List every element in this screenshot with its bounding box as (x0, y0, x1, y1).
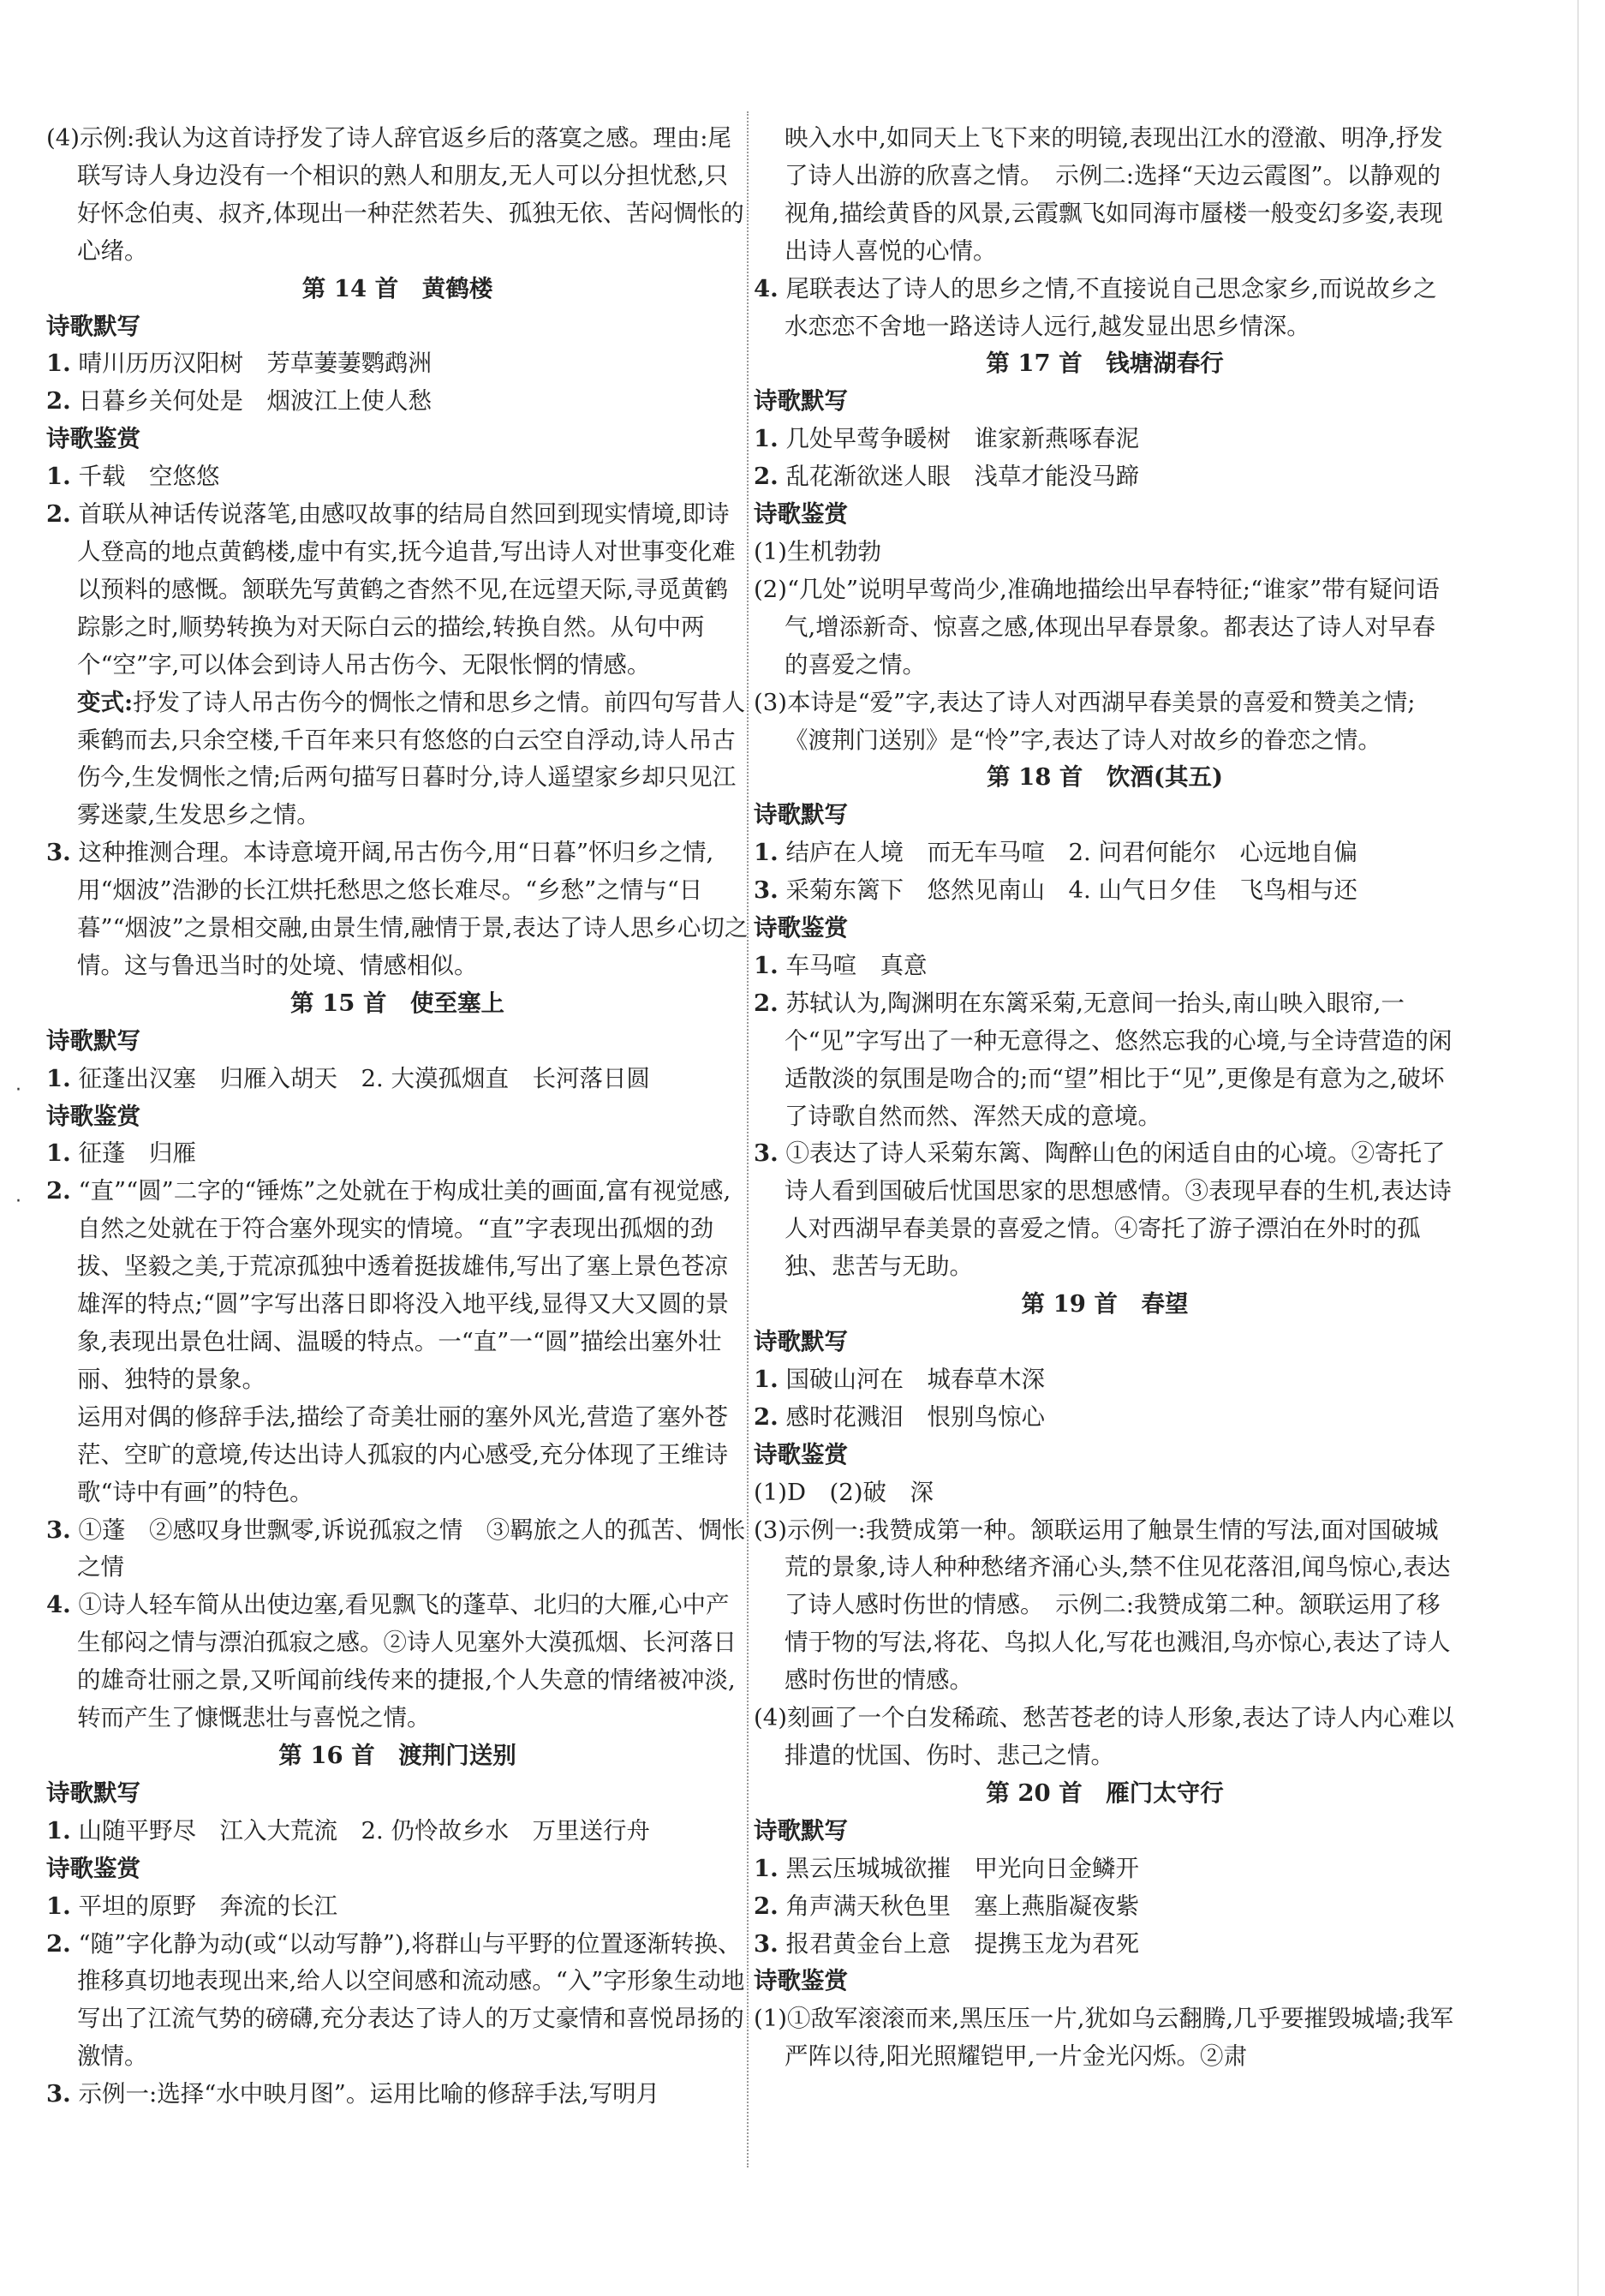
section-heading: 诗歌默写 (754, 801, 848, 829)
answer-paragraph (46, 1888, 749, 1926)
answer-paragraph (754, 1474, 1456, 1512)
answer-paragraph (754, 685, 1456, 760)
item-number: 2. (46, 1929, 71, 1958)
item-number: 1. (754, 1854, 779, 1882)
answer-text: 苏轼认为,陶渊明在东篱采菊,无意间一抬头,南山映入眼帘,一个“见”字写出了一种无意得之、悠然忘我的心境,与全诗营造的闲适散淡的氛围是吻合的;而“望”相比于“见”,更像是有意为之,破坏了诗歌自然而然、浑然天成的意境。 (778, 989, 1453, 1130)
answer-paragraph (754, 1399, 1456, 1437)
poem-title: 第 18 首 饮酒(其五) (987, 763, 1223, 792)
item-number: 4. (46, 1591, 71, 1619)
answer-text: “随”字化静为动(或“以动写静”),将群山与平野的位置逐渐转换、推移真切地表现出来,给人以空间感和流动感。“入”字形象生动地写出了江流气势的磅礴,充分表达了诗人的万丈豪情和喜悦昂扬的激情。 (70, 1929, 745, 2071)
section-heading: 诗歌鉴赏 (754, 914, 848, 942)
answer-paragraph (754, 985, 1456, 1136)
answer-text: (1)①敌军滚滚而来,黑压压一片,犹如乌云翻腾,几乎要摧毁城墙;我军严阵以待,阳光照耀铠甲,一片金光闪烁。②肃 (754, 2005, 1453, 2071)
item-number: 3. (46, 1516, 71, 1544)
answer-text: 首联从神话传说落笔,由感叹故事的结局自然回到现实情境,即诗人登高的地点黄鹤楼,虚中有实,抚今追昔,写出诗人对世事变化难以预料的感慨。颔联先写黄鹤之杳然不见,在远望天际,寻觅黄鹤踪影之时,顺势转换为对天际白云的描绘,转换自然。从句中两个“空”字,可以体会到诗人吊古伤今、无限怅惘的情感。 (70, 500, 736, 679)
answer-paragraph (46, 1587, 749, 1737)
answer-text: (4)示例:我认为这首诗抒发了诗人辞官返乡后的落寞之感。理由:尾联写诗人身边没有一个相识的熟人和朋友,无人可以分担忧愁,只好怀念伯夷、叔齐,体现出一种茫然若失、孤独无依、苦闷惆怅的心绪。 (46, 124, 744, 265)
answer-text: 征蓬出汉塞 归雁入胡天 2. 大漠孤烟直 长河落日圆 (70, 1064, 650, 1092)
item-number: 1. (46, 1892, 71, 1920)
answer-paragraph (46, 120, 749, 271)
section-heading: 诗歌鉴赏 (46, 425, 140, 453)
poem-title: 第 14 首 黄鹤楼 (301, 274, 493, 302)
item-number: 2. (46, 500, 71, 529)
answer-paragraph (754, 1926, 1456, 1964)
answer-paragraph (46, 685, 749, 835)
answer-text: (2)“几处”说明早莺尚少,准确地描绘出早春特征;“谁家”带有疑问语气,增添新奇、惊喜之感,体现出早春景象。都表达了诗人对早春的喜爱之情。 (754, 575, 1440, 679)
answer-text: 抒发了诗人吊古伤今的惆怅之情和思乡之情。前四句写昔人乘鹤而去,只余空楼,千百年来只有悠悠的白云空自浮动,诗人吊古伤今,生发惆怅之情;后两句描写日暮时分,诗人遥望家乡却只见江雾迷蒙,生发思乡之情。 (77, 688, 746, 829)
answer-paragraph (46, 1173, 749, 1398)
left-column (46, 120, 749, 2114)
item-number: 4. (754, 274, 779, 302)
right-column (754, 120, 1456, 2076)
item-number: 1. (46, 350, 71, 378)
answer-paragraph (754, 120, 1456, 271)
item-number: 2. (46, 1177, 71, 1205)
poem-title: 第 15 首 使至塞上 (290, 989, 504, 1017)
answer-text: (1)D (2)破 深 (754, 1478, 934, 1506)
answer-paragraph (46, 1399, 749, 1512)
answer-paragraph (754, 948, 1456, 985)
answer-paragraph (754, 1361, 1456, 1399)
answer-text: 车马喧 真意 (778, 951, 928, 979)
item-number: 2. (754, 1892, 779, 1920)
item-number: 2. (46, 387, 71, 416)
answer-text: “直”“圆”二字的“锤炼”之处就在于构成壮美的画面,富有视觉感,自然之处就在于符合塞外现实的情境。“直”字表现出孤烟的劲拔、坚毅之美,于荒凉孤独中透着挺拔雄伟,写出了塞上景色苍凉雄浑的特点;“圆”字写出落日即将没入地平线,显得又大又圆的景象,表现出景色壮阔、温暖的特点。一“直”一“圆”描绘出塞外壮丽、独特的景象。 (70, 1177, 731, 1393)
answer-paragraph (754, 1851, 1456, 1888)
section-heading: 诗歌默写 (754, 1328, 848, 1355)
answer-text: 角声满天秋色里 塞上燕脂凝夜紫 (778, 1892, 1139, 1920)
poem-title: 第 20 首 雁门太守行 (986, 1779, 1224, 1807)
answer-paragraph (754, 1700, 1456, 1775)
answer-paragraph (46, 834, 749, 985)
answer-paragraph (754, 271, 1456, 346)
answer-text: 乱花渐欲迷人眼 浅草才能没马蹄 (778, 463, 1139, 491)
item-number: 1. (754, 951, 779, 979)
item-number: 1. (46, 463, 71, 491)
answer-text: 结庐在人境 而无车马喧 2. 问君何能尔 心远地自偏 (778, 839, 1357, 867)
section-heading: 诗歌鉴赏 (46, 1102, 140, 1130)
answer-text: 日暮乡关何处是 烟波江上使人愁 (70, 387, 432, 416)
answer-paragraph (46, 2076, 749, 2114)
item-number: 1. (754, 839, 779, 867)
answer-text: 报君黄金台上意 提携玉龙为君死 (778, 1929, 1139, 1958)
answer-text: 感时花溅泪 恨别鸟惊心 (778, 1402, 1045, 1431)
item-number: 1. (46, 1064, 71, 1092)
item-number: 1. (754, 1365, 779, 1393)
item-number: 3. (46, 839, 71, 867)
answer-text: 黑云压城城欲摧 甲光向日金鳞开 (778, 1854, 1139, 1882)
answer-paragraph (46, 345, 749, 383)
margin-mark: · (15, 1191, 21, 1212)
answer-paragraph (46, 1512, 749, 1587)
section-heading: 诗歌默写 (46, 312, 140, 340)
answer-text: 映入水中,如同天上飞下来的明镜,表现出江水的澄澈、明净,抒发了诗人出游的欣喜之情。 示例二:选择“天边云霞图”。以静观的视角,描绘黄昏的风景,云霞飘飞如同海市蜃楼一般变幻多姿,表现出诗人喜悦的心情。 (785, 124, 1443, 265)
answer-paragraph (46, 1926, 749, 2077)
answer-text: (3)本诗是“爱”字,表达了诗人对西湖早春美景的喜爱和赞美之情;《渡荆门送别》是“怜”字,表达了诗人对故乡的眷恋之情。 (754, 688, 1416, 754)
answer-text: 尾联表达了诗人的思乡之情,不直接说自己思念家乡,而说故乡之水恋恋不舍地一路送诗人远行,越发显出思乡情深。 (778, 274, 1437, 340)
answer-text: ①蓬 ②感叹身世飘零,诉说孤寂之情 ③羁旅之人的孤苦、惆怅之情 (70, 1516, 746, 1581)
section-heading: 诗歌鉴赏 (754, 500, 848, 529)
answer-text: ①表达了诗人采菊东篱、陶醉山色的闲适自由的心境。②寄托了诗人看到国破后忧国思家的思想感情。③表现早春的生机,表达诗人对西湖早春美景的喜爱之情。④寄托了游子漂泊在外时的孤独、悲苦与无助。 (778, 1139, 1452, 1281)
item-number: 1. (46, 1139, 71, 1168)
answer-text: 运用对偶的修辞手法,描绘了奇美壮丽的塞外风光,营造了塞外苍茫、空旷的意境,传达出诗人孤寂的内心感受,充分体现了王维诗歌“诗中有画”的特色。 (77, 1402, 728, 1506)
section-heading: 诗歌默写 (46, 1026, 140, 1055)
answer-paragraph (46, 1061, 749, 1098)
answer-text: (3)示例一:我赞成第一种。颔联运用了触景生情的写法,面对国破城荒的景象,诗人种种愁绪齐涌心头,禁不住见花落泪,闻鸟惊心,表达了诗人感时伤世的情感。 示例二:我赞成第二种。颔联运用了移情于物的写法,将花、鸟拟人化,写花也溅泪,鸟亦惊心,表达了诗人感时伤世的情感。 (754, 1516, 1451, 1695)
answer-text: 千载 空悠悠 (70, 463, 220, 491)
answer-paragraph (754, 1888, 1456, 1926)
answer-paragraph (754, 534, 1456, 571)
answer-text: ①诗人轻车简从出使边塞,看见飘飞的蓬草、北归的大雁,心中产生郁闷之情与漂泊孤寂之感。②诗人见塞外大漠孤烟、长河落日的雄奇壮丽之景,又听闻前线传来的捷报,个人失意的情绪被冲淡,转而产生了慷慨悲壮与喜悦之情。 (70, 1591, 737, 1732)
margin-mark: · (15, 1079, 21, 1101)
answer-text: (4)刻画了一个白发稀疏、愁苦苍老的诗人形象,表达了诗人内心难以排遣的忧国、伤时、悲己之情。 (754, 1704, 1454, 1769)
item-number: 3. (754, 1139, 779, 1168)
answer-paragraph (754, 458, 1456, 496)
item-number: 2. (754, 989, 779, 1017)
answer-paragraph (754, 872, 1456, 910)
answer-text: 采菊东篱下 悠然见南山 4. 山气日夕佳 飞鸟相与还 (778, 876, 1357, 905)
answer-paragraph (46, 496, 749, 685)
answer-paragraph (754, 421, 1456, 458)
answer-text: 国破山河在 城春草木深 (778, 1365, 1045, 1393)
answer-text: 这种推测合理。本诗意境开阔,吊古伤今,用“日暮”怀归乡之情,用“烟波”浩渺的长江烘托愁思之悠长难尽。“乡愁”之情与“日暮”“烟波”之景相交融,由景生情,融情于景,表达了诗人思乡心切之情。这与鲁迅当时的处境、情感相似。 (70, 839, 749, 979)
section-heading: 诗歌默写 (754, 1816, 848, 1845)
section-heading: 诗歌鉴赏 (754, 1967, 848, 1995)
item-number: 1. (754, 425, 779, 453)
answer-paragraph (46, 383, 749, 421)
answer-text: 几处早莺争暖树 谁家新燕啄春泥 (778, 425, 1139, 453)
section-heading: 诗歌默写 (46, 1779, 140, 1807)
variant-label: 变式: (77, 688, 134, 716)
answer-paragraph (754, 571, 1456, 685)
answer-paragraph (754, 834, 1456, 872)
answer-text: 晴川历历汉阳树 芳草萋萋鹦鹉洲 (70, 350, 432, 378)
poem-title: 第 19 首 春望 (1021, 1290, 1189, 1318)
answer-paragraph (46, 1813, 749, 1851)
answer-text: 征蓬 归雁 (70, 1139, 196, 1168)
answer-text: 山随平野尽 江入大荒流 2. 仍怜故乡水 万里送行舟 (70, 1816, 650, 1845)
section-heading: 诗歌鉴赏 (46, 1854, 140, 1882)
poem-title: 第 16 首 渡荆门送别 (278, 1741, 516, 1769)
answer-paragraph (754, 1135, 1456, 1286)
answer-text: (1)生机勃勃 (754, 537, 881, 565)
item-number: 1. (46, 1816, 71, 1845)
section-heading: 诗歌默写 (754, 387, 848, 416)
item-number: 3. (754, 1929, 779, 1958)
answer-paragraph (754, 2000, 1456, 2076)
answer-paragraph (46, 1135, 749, 1173)
answer-paragraph (754, 1512, 1456, 1701)
answer-text: 示例一:选择“水中映月图”。运用比喻的修辞手法,写明月 (70, 2080, 660, 2108)
item-number: 2. (754, 1402, 779, 1431)
item-number: 3. (754, 876, 779, 905)
answer-paragraph (46, 458, 749, 496)
answer-text: 平坦的原野 奔流的长江 (70, 1892, 337, 1920)
section-heading: 诗歌鉴赏 (754, 1440, 848, 1468)
poem-title: 第 17 首 钱塘湖春行 (986, 350, 1224, 378)
item-number: 2. (754, 463, 779, 491)
item-number: 3. (46, 2080, 71, 2108)
